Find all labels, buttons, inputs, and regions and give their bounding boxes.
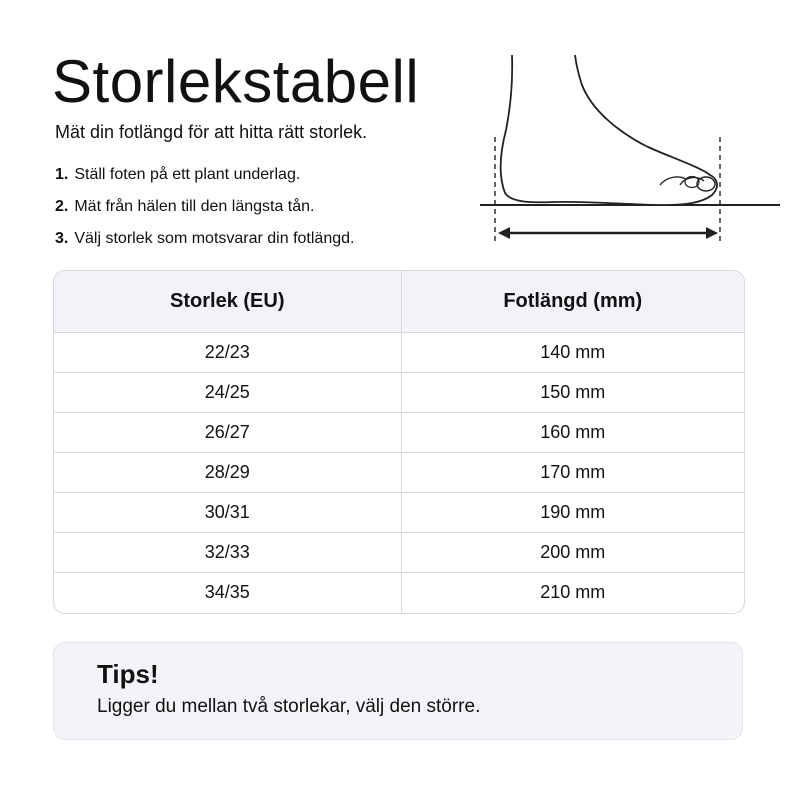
length-cell: 190 mm bbox=[401, 492, 744, 532]
page-title: Storlekstabell bbox=[52, 48, 420, 115]
length-cell: 140 mm bbox=[401, 332, 744, 372]
length-cell: 210 mm bbox=[401, 572, 744, 612]
foot-measurement-icon bbox=[480, 55, 780, 255]
length-cell: 200 mm bbox=[401, 532, 744, 572]
size-table-card bbox=[53, 270, 745, 614]
table-row bbox=[54, 452, 744, 492]
page-subtitle: Mät din fotlängd för att hitta rätt storlek. bbox=[55, 122, 368, 142]
step-text: Välj storlek som motsvarar din fotlängd. bbox=[74, 230, 355, 247]
size-cell: 32/33 bbox=[54, 532, 401, 572]
step-text: Ställ foten på ett plant underlag. bbox=[74, 166, 301, 183]
size-table bbox=[54, 271, 744, 612]
table-row bbox=[54, 572, 744, 612]
step-number: 2. bbox=[55, 198, 69, 215]
length-cell: 160 mm bbox=[401, 412, 744, 452]
length-cell: 150 mm bbox=[401, 372, 744, 412]
size-cell: 34/35 bbox=[54, 572, 401, 612]
size-cell: 28/29 bbox=[54, 452, 401, 492]
size-cell: 24/25 bbox=[54, 372, 401, 412]
table-row bbox=[54, 372, 744, 412]
column-header-foot-length: Fotlängd (mm) bbox=[401, 271, 744, 332]
size-cell: 30/31 bbox=[54, 492, 401, 532]
instruction-step bbox=[55, 227, 354, 259]
table-row bbox=[54, 492, 744, 532]
table-header-row bbox=[54, 271, 744, 332]
tips-text: Ligger du mellan två storlekar, välj den större. bbox=[97, 696, 481, 717]
table-row bbox=[54, 412, 744, 452]
tips-box bbox=[53, 642, 743, 740]
arrow-right-icon bbox=[706, 227, 718, 239]
table-row bbox=[54, 532, 744, 572]
arrow-left-icon bbox=[498, 227, 510, 239]
instruction-list bbox=[55, 163, 354, 259]
size-cell: 22/23 bbox=[204, 341, 250, 362]
instruction-step bbox=[55, 195, 354, 227]
tips-title: Tips! bbox=[97, 659, 159, 689]
column-header-size: Storlek (EU) bbox=[54, 271, 401, 332]
length-cell: 170 mm bbox=[401, 452, 744, 492]
size-cell: 26/27 bbox=[54, 412, 401, 452]
step-number: 3. bbox=[55, 230, 69, 247]
step-number: 1. bbox=[55, 166, 69, 183]
step-text: Mät från hälen till den längsta tån. bbox=[74, 198, 315, 215]
instruction-step bbox=[55, 163, 354, 195]
table-row bbox=[54, 332, 744, 372]
